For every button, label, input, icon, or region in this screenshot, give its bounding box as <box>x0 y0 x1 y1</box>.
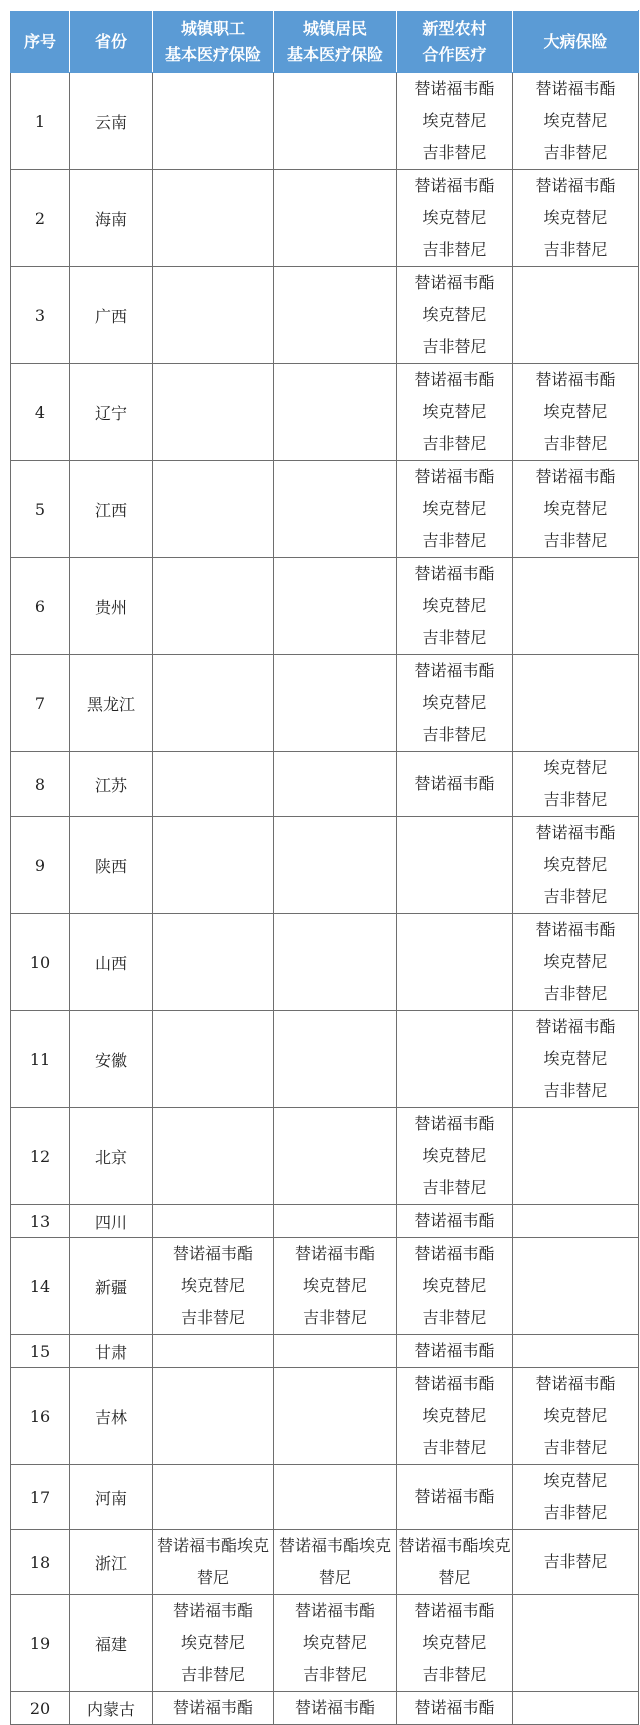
drug-name: 吉非替尼 <box>543 1438 608 1457</box>
row-number: 17 <box>11 1465 70 1530</box>
resident-cell <box>274 73 397 170</box>
table-row <box>11 170 639 267</box>
table-row <box>11 1205 639 1238</box>
drug-name: 吉非替尼 <box>543 1552 608 1571</box>
table-row <box>11 1335 639 1368</box>
table-row <box>11 461 639 558</box>
drug-coverage-table <box>10 10 639 1725</box>
drug-name: 替诺福韦酯 <box>535 79 616 98</box>
drug-name: 吉非替尼 <box>543 531 608 550</box>
drug-name: 吉非替尼 <box>422 1438 487 1457</box>
drug-name: 吉非替尼 <box>543 790 608 809</box>
employee-cell <box>153 752 274 817</box>
serious-illness-cell <box>513 558 639 655</box>
drug-name: 埃克替尼 <box>422 1276 487 1295</box>
serious-illness-cell <box>513 817 639 914</box>
table-row <box>11 1238 639 1335</box>
drug-name: 替诺福韦酯 <box>414 564 495 583</box>
drug-name: 埃克替尼 <box>302 1276 367 1295</box>
employee-cell <box>153 364 274 461</box>
province-name: 陕西 <box>70 817 153 914</box>
drug-name: 埃克替尼 <box>543 758 608 777</box>
province-name: 福建 <box>70 1595 153 1692</box>
drug-name: 吉非替尼 <box>422 337 487 356</box>
table-row <box>11 1692 639 1725</box>
header-line: 省份 <box>94 31 127 51</box>
drug-name: 替诺福韦酯 <box>414 370 495 389</box>
rural-coop-cell <box>397 1205 513 1238</box>
table-row <box>11 73 639 170</box>
province-name: 河南 <box>70 1465 153 1530</box>
rural-coop-cell <box>397 364 513 461</box>
serious-illness-cell <box>513 1011 639 1108</box>
drug-name: 吉非替尼 <box>543 434 608 453</box>
drug-name: 吉非替尼 <box>180 1308 245 1327</box>
drug-name: 替诺福韦酯 <box>294 1698 375 1717</box>
header-line: 基本医疗保险 <box>164 44 261 64</box>
drug-name: 吉非替尼 <box>302 1665 367 1684</box>
row-number: 13 <box>11 1205 70 1238</box>
drug-name: 埃克替尼 <box>422 499 487 518</box>
row-number: 9 <box>11 817 70 914</box>
table-row <box>11 267 639 364</box>
table-row <box>11 752 639 817</box>
drug-name: 替诺福韦酯 <box>414 774 495 793</box>
row-number: 16 <box>11 1368 70 1465</box>
drug-name: 埃克替尼 <box>422 111 487 130</box>
employee-cell <box>153 558 274 655</box>
serious-illness-cell <box>513 655 639 752</box>
serious-illness-cell <box>513 73 639 170</box>
row-number: 15 <box>11 1335 70 1368</box>
rural-coop-cell <box>397 817 513 914</box>
province-name: 贵州 <box>70 558 153 655</box>
resident-cell <box>274 1595 397 1692</box>
province-name: 内蒙古 <box>70 1692 153 1725</box>
resident-cell <box>274 1205 397 1238</box>
rural-coop-cell <box>397 267 513 364</box>
serious-illness-cell <box>513 1335 639 1368</box>
drug-name: 吉非替尼 <box>543 984 608 1003</box>
drug-name: 吉非替尼 <box>543 143 608 162</box>
drug-name: 埃克替尼 <box>422 596 487 615</box>
row-number: 2 <box>11 170 70 267</box>
resident-cell <box>274 1011 397 1108</box>
employee-cell <box>153 1595 274 1692</box>
row-number: 20 <box>11 1692 70 1725</box>
table-row <box>11 1011 639 1108</box>
rural-coop-cell <box>397 170 513 267</box>
rural-coop-cell <box>397 1238 513 1335</box>
row-number: 11 <box>11 1011 70 1108</box>
drug-name: 替诺福韦酯 <box>535 1374 616 1393</box>
header-serious-illness <box>513 11 639 73</box>
header-rural-coop <box>397 11 513 73</box>
province-name: 北京 <box>70 1108 153 1205</box>
drug-name: 吉非替尼 <box>422 725 487 744</box>
resident-cell <box>274 364 397 461</box>
employee-cell <box>153 73 274 170</box>
table-row <box>11 558 639 655</box>
employee-cell <box>153 817 274 914</box>
employee-cell <box>153 1205 274 1238</box>
header-line: 合作医疗 <box>422 44 487 64</box>
drug-name: 埃克替尼 <box>422 208 487 227</box>
resident-cell <box>274 1530 397 1595</box>
rural-coop-cell <box>397 1595 513 1692</box>
header-resident-insurance <box>274 11 397 73</box>
province-name: 吉林 <box>70 1368 153 1465</box>
employee-cell <box>153 1530 274 1595</box>
drug-name: 吉非替尼 <box>302 1308 367 1327</box>
province-name: 江西 <box>70 461 153 558</box>
row-number: 1 <box>11 73 70 170</box>
rural-coop-cell <box>397 1692 513 1725</box>
rural-coop-cell <box>397 73 513 170</box>
drug-name: 替诺福韦酯 <box>414 467 495 486</box>
serious-illness-cell <box>513 752 639 817</box>
drug-name: 替诺福韦酯 <box>294 1601 375 1620</box>
row-number: 6 <box>11 558 70 655</box>
row-number: 7 <box>11 655 70 752</box>
rural-coop-cell <box>397 752 513 817</box>
employee-cell <box>153 1011 274 1108</box>
drug-name: 替诺福韦酯 <box>414 79 495 98</box>
row-number: 5 <box>11 461 70 558</box>
province-name: 甘肃 <box>70 1335 153 1368</box>
drug-name: 替诺福韦酯 <box>414 661 495 680</box>
serious-illness-cell <box>513 914 639 1011</box>
table-header <box>11 11 639 73</box>
drug-name: 埃克替尼 <box>543 499 608 518</box>
drug-name: 吉非替尼 <box>422 434 487 453</box>
province-name: 辽宁 <box>70 364 153 461</box>
resident-cell <box>274 1368 397 1465</box>
province-name: 四川 <box>70 1205 153 1238</box>
header-line: 大病保险 <box>543 31 608 51</box>
header-line: 新型农村 <box>422 18 487 38</box>
header-row <box>11 11 639 73</box>
table-row <box>11 817 639 914</box>
drug-name: 替诺福韦酯 <box>172 1601 253 1620</box>
employee-cell <box>153 1335 274 1368</box>
drug-name: 埃克替尼 <box>543 855 608 874</box>
header-line: 城镇居民 <box>302 18 367 38</box>
resident-cell <box>274 817 397 914</box>
serious-illness-cell <box>513 461 639 558</box>
drug-name: 吉非替尼 <box>422 1308 487 1327</box>
drug-name: 替诺福韦酯 <box>414 1698 495 1717</box>
resident-cell <box>274 655 397 752</box>
resident-cell <box>274 1238 397 1335</box>
resident-cell <box>274 752 397 817</box>
drug-name: 吉非替尼 <box>422 531 487 550</box>
row-number: 10 <box>11 914 70 1011</box>
drug-name: 吉非替尼 <box>543 887 608 906</box>
drug-name: 替诺福韦酯 <box>535 176 616 195</box>
province-name: 新疆 <box>70 1238 153 1335</box>
drug-name: 替诺福韦酯 <box>535 823 616 842</box>
resident-cell <box>274 558 397 655</box>
drug-name: 吉非替尼 <box>180 1665 245 1684</box>
drug-name: 埃克替尼 <box>543 402 608 421</box>
drug-name: 吉非替尼 <box>422 240 487 259</box>
drug-name: 吉非替尼 <box>422 1178 487 1197</box>
serious-illness-cell <box>513 1368 639 1465</box>
employee-cell <box>153 461 274 558</box>
drug-name: 替诺福韦酯 <box>535 370 616 389</box>
drug-name: 替诺福韦酯 <box>294 1244 375 1263</box>
drug-name: 替诺福韦酯 <box>414 1601 495 1620</box>
table-row <box>11 364 639 461</box>
resident-cell <box>274 1692 397 1725</box>
drug-name: 埃克替尼 <box>543 1406 608 1425</box>
province-name: 山西 <box>70 914 153 1011</box>
drug-name: 埃克替尼 <box>543 952 608 971</box>
row-number: 14 <box>11 1238 70 1335</box>
rural-coop-cell <box>397 1011 513 1108</box>
drug-name: 埃克替尼 <box>422 402 487 421</box>
drug-name: 吉非替尼 <box>543 1503 608 1522</box>
rural-coop-cell <box>397 914 513 1011</box>
drug-name: 替诺福韦酯埃克替尼 <box>156 1536 269 1587</box>
drug-name: 埃克替尼 <box>180 1276 245 1295</box>
drug-name: 埃克替尼 <box>422 1146 487 1165</box>
drug-name: 埃克替尼 <box>180 1633 245 1652</box>
rural-coop-cell <box>397 655 513 752</box>
drug-name: 吉非替尼 <box>543 1081 608 1100</box>
drug-name: 替诺福韦酯 <box>414 1374 495 1393</box>
employee-cell <box>153 1108 274 1205</box>
drug-name: 埃克替尼 <box>422 693 487 712</box>
employee-cell <box>153 267 274 364</box>
resident-cell <box>274 1108 397 1205</box>
row-number: 3 <box>11 267 70 364</box>
employee-cell <box>153 1238 274 1335</box>
rural-coop-cell <box>397 558 513 655</box>
serious-illness-cell <box>513 267 639 364</box>
header-no <box>11 11 70 73</box>
drug-name: 埃克替尼 <box>543 1471 608 1490</box>
drug-name: 替诺福韦酯 <box>172 1698 253 1717</box>
drug-name: 替诺福韦酯 <box>414 1487 495 1506</box>
rural-coop-cell <box>397 1465 513 1530</box>
employee-cell <box>153 1368 274 1465</box>
employee-cell <box>153 1465 274 1530</box>
drug-name: 替诺福韦酯 <box>414 176 495 195</box>
province-name: 黑龙江 <box>70 655 153 752</box>
table-row <box>11 1595 639 1692</box>
province-name: 江苏 <box>70 752 153 817</box>
table-row <box>11 1530 639 1595</box>
serious-illness-cell <box>513 1465 639 1530</box>
table-row <box>11 655 639 752</box>
resident-cell <box>274 1335 397 1368</box>
resident-cell <box>274 267 397 364</box>
header-line: 序号 <box>23 31 56 51</box>
serious-illness-cell <box>513 1692 639 1725</box>
header-employee-insurance <box>153 11 274 73</box>
drug-name: 替诺福韦酯 <box>414 1211 495 1230</box>
employee-cell <box>153 655 274 752</box>
serious-illness-cell <box>513 1530 639 1595</box>
serious-illness-cell <box>513 1205 639 1238</box>
drug-name: 替诺福韦酯埃克替尼 <box>398 1536 511 1587</box>
drug-name: 替诺福韦酯 <box>414 1114 495 1133</box>
row-number: 12 <box>11 1108 70 1205</box>
employee-cell <box>153 1692 274 1725</box>
serious-illness-cell <box>513 1108 639 1205</box>
resident-cell <box>274 1465 397 1530</box>
drug-name: 替诺福韦酯 <box>414 273 495 292</box>
drug-name: 埃克替尼 <box>543 111 608 130</box>
drug-name: 替诺福韦酯 <box>414 1341 495 1360</box>
province-name: 安徽 <box>70 1011 153 1108</box>
header-line: 基本医疗保险 <box>286 44 383 64</box>
drug-name: 埃克替尼 <box>422 1406 487 1425</box>
header-province <box>70 11 153 73</box>
rural-coop-cell <box>397 1530 513 1595</box>
serious-illness-cell <box>513 364 639 461</box>
row-number: 4 <box>11 364 70 461</box>
table-row <box>11 1465 639 1530</box>
row-number: 18 <box>11 1530 70 1595</box>
province-name: 海南 <box>70 170 153 267</box>
drug-name: 替诺福韦酯 <box>535 1017 616 1036</box>
drug-name: 埃克替尼 <box>543 208 608 227</box>
table-body <box>11 73 639 1725</box>
resident-cell <box>274 914 397 1011</box>
serious-illness-cell <box>513 1238 639 1335</box>
rural-coop-cell <box>397 1108 513 1205</box>
employee-cell <box>153 170 274 267</box>
row-number: 19 <box>11 1595 70 1692</box>
drug-name: 吉非替尼 <box>422 1665 487 1684</box>
header-line: 城镇职工 <box>180 18 245 38</box>
serious-illness-cell <box>513 1595 639 1692</box>
employee-cell <box>153 914 274 1011</box>
drug-name: 替诺福韦酯 <box>535 467 616 486</box>
drug-name: 替诺福韦酯 <box>535 920 616 939</box>
province-name: 云南 <box>70 73 153 170</box>
drug-name: 埃克替尼 <box>422 1633 487 1652</box>
drug-name: 替诺福韦酯埃克替尼 <box>278 1536 391 1587</box>
rural-coop-cell <box>397 1368 513 1465</box>
drug-name: 吉非替尼 <box>543 240 608 259</box>
rural-coop-cell <box>397 461 513 558</box>
drug-name: 埃克替尼 <box>422 305 487 324</box>
drug-name: 吉非替尼 <box>422 143 487 162</box>
serious-illness-cell <box>513 170 639 267</box>
table-row <box>11 914 639 1011</box>
drug-name: 替诺福韦酯 <box>414 1244 495 1263</box>
drug-name: 埃克替尼 <box>543 1049 608 1068</box>
province-name: 浙江 <box>70 1530 153 1595</box>
drug-name: 替诺福韦酯 <box>172 1244 253 1263</box>
drug-name: 吉非替尼 <box>422 628 487 647</box>
rural-coop-cell <box>397 1335 513 1368</box>
resident-cell <box>274 170 397 267</box>
province-name: 广西 <box>70 267 153 364</box>
resident-cell <box>274 461 397 558</box>
table-row <box>11 1108 639 1205</box>
row-number: 8 <box>11 752 70 817</box>
drug-name: 埃克替尼 <box>302 1633 367 1652</box>
table-row <box>11 1368 639 1465</box>
